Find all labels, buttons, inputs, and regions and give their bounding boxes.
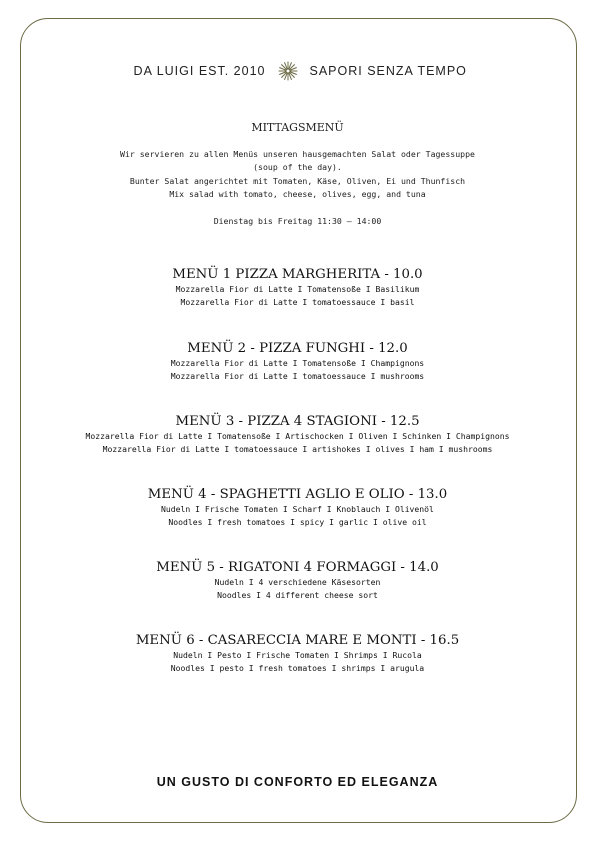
menu-title: MITTAGSMENÜ — [251, 121, 344, 134]
menu-item — [0, 632, 595, 675]
menu-item-name: MENÜ 4 - SPAGHETTI AGLIO E OLIO - 13.0 — [147, 487, 448, 502]
menu-item-desc-en: Mozzarella Fior di Latte I tomatoessauce I mushrooms — [170, 371, 425, 381]
tagline: SAPORI SENZA TEMPO — [309, 64, 467, 78]
sun-icon — [266, 61, 310, 81]
intro-line: (soup of the day). — [253, 162, 342, 173]
menu-item-name: MENÜ 2 - PIZZA FUNGHI - 12.0 — [187, 341, 408, 356]
menu-item — [0, 559, 595, 602]
menu-item-name: MENÜ 5 - RIGATONI 4 FORMAGGI - 14.0 — [156, 560, 439, 575]
menu-item — [0, 486, 595, 529]
menu-item — [0, 413, 595, 456]
restaurant-name: DA LUIGI EST. 2010 — [133, 64, 266, 78]
intro-line: Bunter Salat angerichtet mit Tomaten, Käse, Oliven, Ei und Thunfisch — [129, 175, 466, 186]
menu-item-name: MENÜ 6 - CASARECCIA MARE E MONTI - 16.5 — [135, 633, 460, 648]
footer-slogan: UN GUSTO DI CONFORTO ED ELEGANZA — [156, 775, 439, 789]
header — [0, 62, 595, 80]
menu-item-desc-en: Noodles I pesto I fresh tomatoes I shrimps I arugula — [170, 663, 425, 673]
menu-item-desc-de: Nudeln I Pesto I Frische Tomaten I Shrimps I Rucola — [173, 650, 422, 660]
menu-item-desc-en: Mozzarella Fior di Latte I tomatoessauce I basil — [180, 297, 415, 307]
menu-item-desc-de: Mozzarella Fior di Latte I Tomatensoße I Basilikum — [175, 284, 420, 294]
menu-item-desc-en: Noodles I 4 different cheese sort — [217, 590, 378, 600]
intro-line: Wir servieren zu allen Menüs unseren hausgemachten Salat oder Tagessuppe — [120, 149, 475, 159]
menu-item-desc-de: Mozzarella Fior di Latte I Tomatensoße I Champignons — [170, 358, 425, 368]
menu-item-desc-en: Mozzarella Fior di Latte I tomatoessauce I artishokes I olives I ham I mushrooms — [102, 444, 493, 454]
menu-item-desc-de: Nudeln I Frische Tomaten I Scharf I Knoblauch I Olivenöl — [161, 504, 434, 514]
opening-hours: Dienstag bis Freitag 11:30 – 14:00 — [213, 216, 382, 226]
menu-item — [0, 340, 595, 383]
menu-item-desc-de: Mozzarella Fior di Latte I Tomatensoße I Artischocken I Oliven I Schinken I Champignons — [85, 431, 510, 441]
intro-line: Mix salad with tomato, cheese, olives, egg, and tuna — [169, 188, 426, 199]
menu-item-name: MENÜ 1 PIZZA MARGHERITA - 10.0 — [172, 267, 423, 282]
menu-item-desc-en: Noodles I fresh tomatoes I spicy I garlic I olive oil — [168, 517, 427, 527]
menu-item — [0, 266, 595, 309]
menu-item-desc-de: Nudeln I 4 verschiedene Käsesorten — [214, 577, 381, 587]
menu-item-name: MENÜ 3 - PIZZA 4 STAGIONI - 12.5 — [175, 414, 420, 429]
intro-text — [0, 148, 595, 201]
